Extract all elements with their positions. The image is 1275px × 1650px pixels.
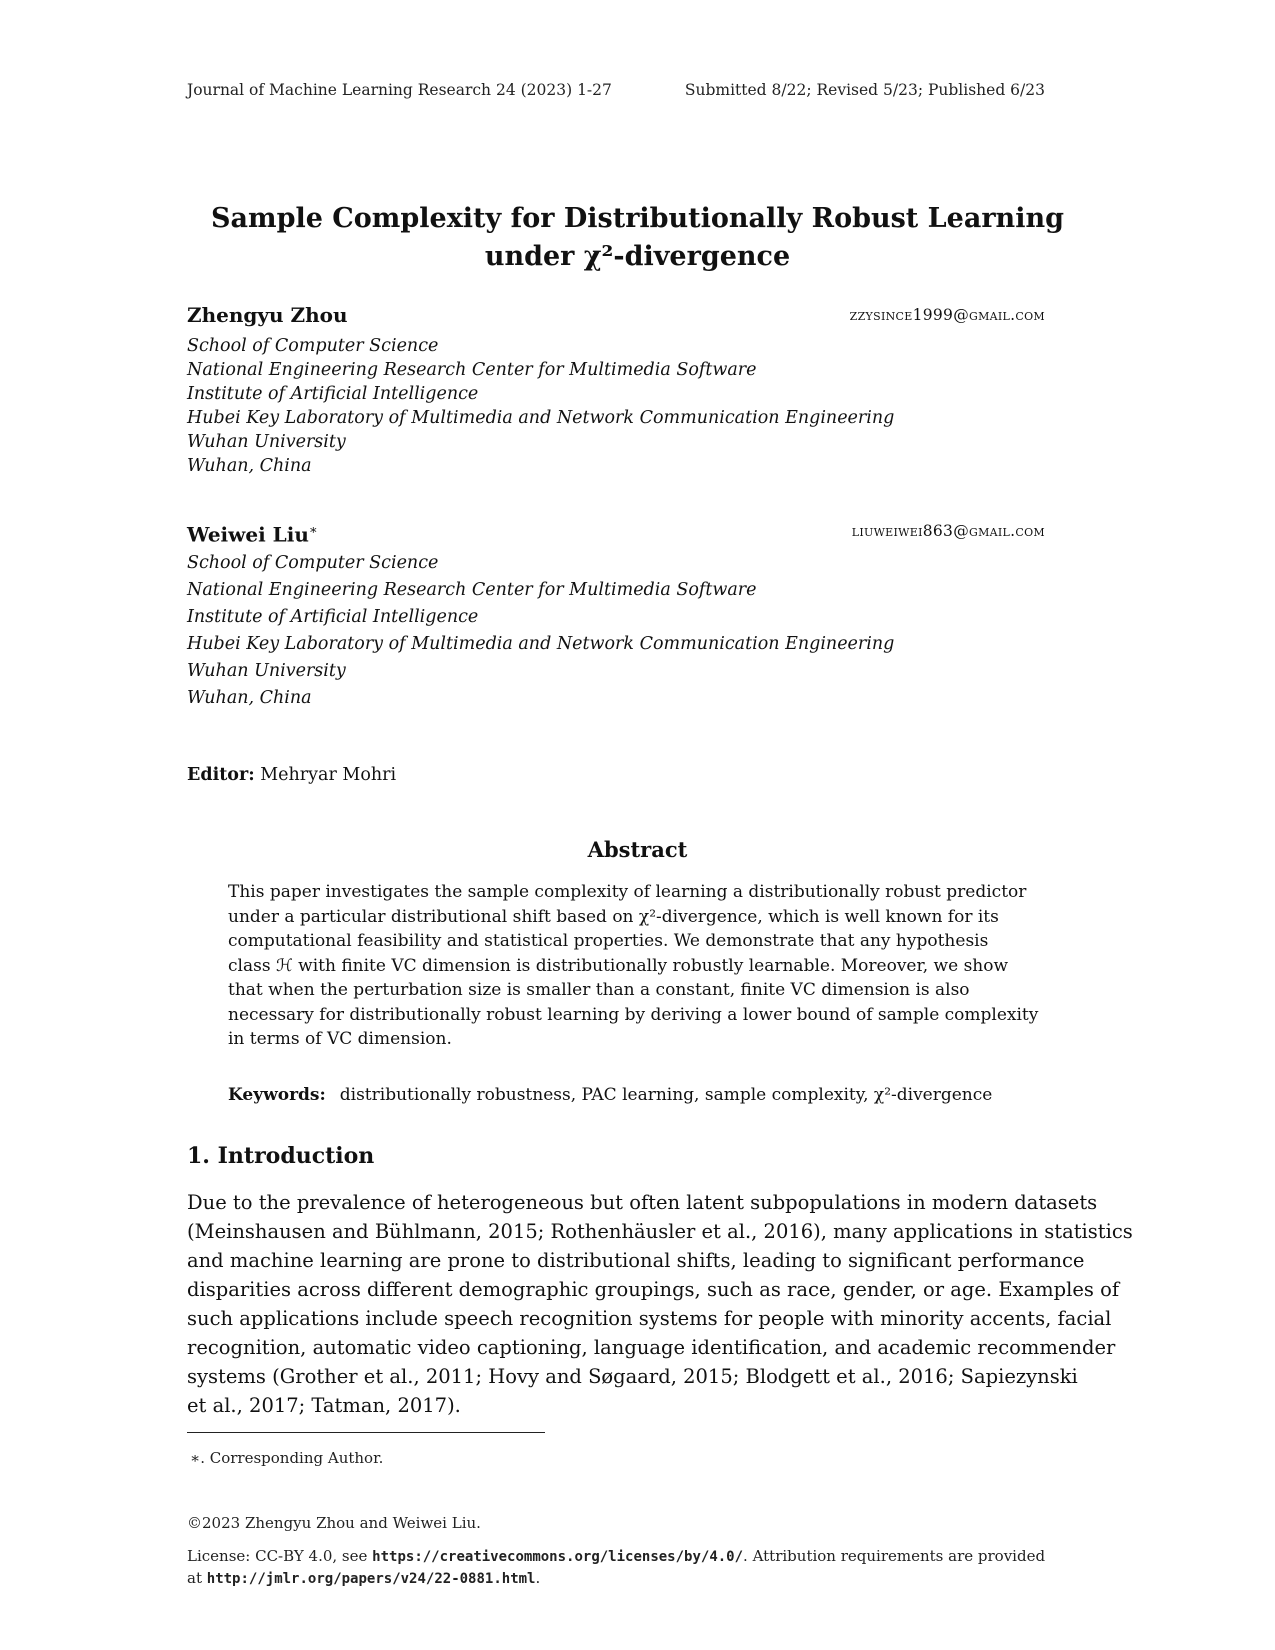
affiliation-line: Hubei Key Laboratory of Multimedia and Network Communication Engineering — [187, 408, 895, 428]
introduction-paragraph — [187, 1188, 1133, 1420]
section-heading-introduction: 1. Introduction — [187, 1143, 375, 1169]
affiliation-line: Wuhan University — [187, 661, 346, 681]
license-link[interactable]: https://creativecommons.org/licenses/by/4.0/ — [372, 1549, 744, 1565]
license-suffix: . — [535, 1569, 541, 1587]
affiliation-line: Hubei Key Laboratory of Multimedia and Network Communication Engineering — [187, 634, 895, 654]
paragraph-line: such applications include speech recognition systems for people with minority accents, facial — [187, 1307, 1112, 1330]
author-affiliations-1 — [187, 334, 894, 478]
author-name-2-text: Weiwei Liu — [187, 522, 309, 547]
keywords-line — [228, 1083, 1046, 1107]
author-email-2[interactable]: liuweiwei863@gmail.com — [851, 522, 1045, 540]
affiliation-line: Institute of Artificial Intelligence — [187, 607, 479, 627]
license-middle: . Attribution requirements are provided — [743, 1547, 1046, 1565]
abstract-line: under a particular distributional shift based on χ²-divergence, which is well known for its — [228, 906, 999, 927]
editor-name: Mehryar Mohri — [260, 765, 397, 785]
affiliation-line: School of Computer Science — [187, 336, 439, 356]
abstract-line: computational feasibility and statistical properties. We demonstrate that any hypothesis — [228, 931, 989, 951]
affiliation-line: Wuhan, China — [187, 456, 312, 476]
affiliation-line: National Engineering Research Center for Multimedia Software — [187, 360, 757, 380]
affiliation-line: Wuhan, China — [187, 688, 312, 708]
editor-label: Editor: — [187, 765, 255, 785]
abstract-line: This paper investigates the sample complexity of learning a distributionally robust predictor — [228, 882, 1027, 902]
title-line-2: under χ²-divergence — [484, 241, 791, 272]
abstract-body — [228, 880, 1046, 1052]
title-line-1: Sample Complexity for Distributionally Robust Learning — [211, 203, 1064, 234]
abstract-heading: Abstract — [587, 837, 688, 862]
abstract-line: necessary for distributionally robust learning by deriving a lower bound of sample complexity — [228, 1004, 1039, 1025]
paragraph-line: (Meinshausen and Bühlmann, 2015; Rothenhäusler et al., 2016), many applications in statistics — [187, 1220, 1133, 1243]
footnote-rule — [187, 1432, 545, 1433]
paper-link[interactable]: http://jmlr.org/papers/v24/22-0881.html — [206, 1571, 536, 1587]
abstract-line: class ℋ with finite VC dimension is distributionally robustly learnable. Moreover, we show — [228, 955, 1009, 976]
paragraph-line: disparities across different demographic groupings, such as race, gender, or age. Examples of — [187, 1278, 1120, 1301]
paragraph-line: Due to the prevalence of heterogeneous but often latent subpopulations in modern datasets — [187, 1191, 1098, 1214]
affiliation-line: National Engineering Research Center for Multimedia Software — [187, 580, 757, 600]
paragraph-line: et al., 2017; Tatman, 2017). — [187, 1394, 461, 1417]
abstract-line: that when the perturbation size is smaller than a constant, finite VC dimension is also — [228, 980, 970, 1000]
copyright-line: ©2023 Zhengyu Zhou and Weiwei Liu. — [187, 1514, 481, 1532]
paragraph-line: recognition, automatic video captioning, language identification, and academic recommender — [187, 1336, 1116, 1359]
corresponding-mark: ∗ — [308, 523, 318, 538]
editor-line — [187, 762, 396, 788]
affiliation-line: School of Computer Science — [187, 553, 439, 573]
author-name-1: Zhengyu Zhou — [187, 303, 348, 327]
license-line-1 — [187, 1545, 1087, 1568]
paper-title — [0, 200, 1275, 276]
license-at: at — [187, 1569, 202, 1587]
author-name-2 — [187, 518, 318, 548]
keywords-label: Keywords: — [228, 1085, 326, 1105]
affiliation-line: Institute of Artificial Intelligence — [187, 384, 479, 404]
footnote: ∗. Corresponding Author. — [190, 1449, 384, 1467]
abstract-line: in terms of VC dimension. — [228, 1029, 452, 1049]
license-line-2 — [187, 1567, 540, 1590]
keywords-text: distributionally robustness, PAC learning, sample complexity, χ²-divergence — [339, 1085, 993, 1105]
license-prefix: License: CC-BY 4.0, see — [187, 1547, 368, 1565]
author-affiliations-2 — [187, 550, 894, 712]
paragraph-line: systems (Grother et al., 2011; Hovy and Søgaard, 2015; Blodgett et al., 2016; Sapiezynski — [187, 1365, 1078, 1388]
affiliation-line: Wuhan University — [187, 432, 346, 452]
paragraph-line: and machine learning are prone to distributional shifts, leading to significant performance — [187, 1249, 1085, 1272]
author-email-1[interactable]: zzysince1999@gmail.com — [849, 306, 1045, 324]
submission-dates: Submitted 8/22; Revised 5/23; Published 6/23 — [684, 81, 1045, 99]
journal-header: Journal of Machine Learning Research 24 (2023) 1-27 — [187, 81, 612, 99]
